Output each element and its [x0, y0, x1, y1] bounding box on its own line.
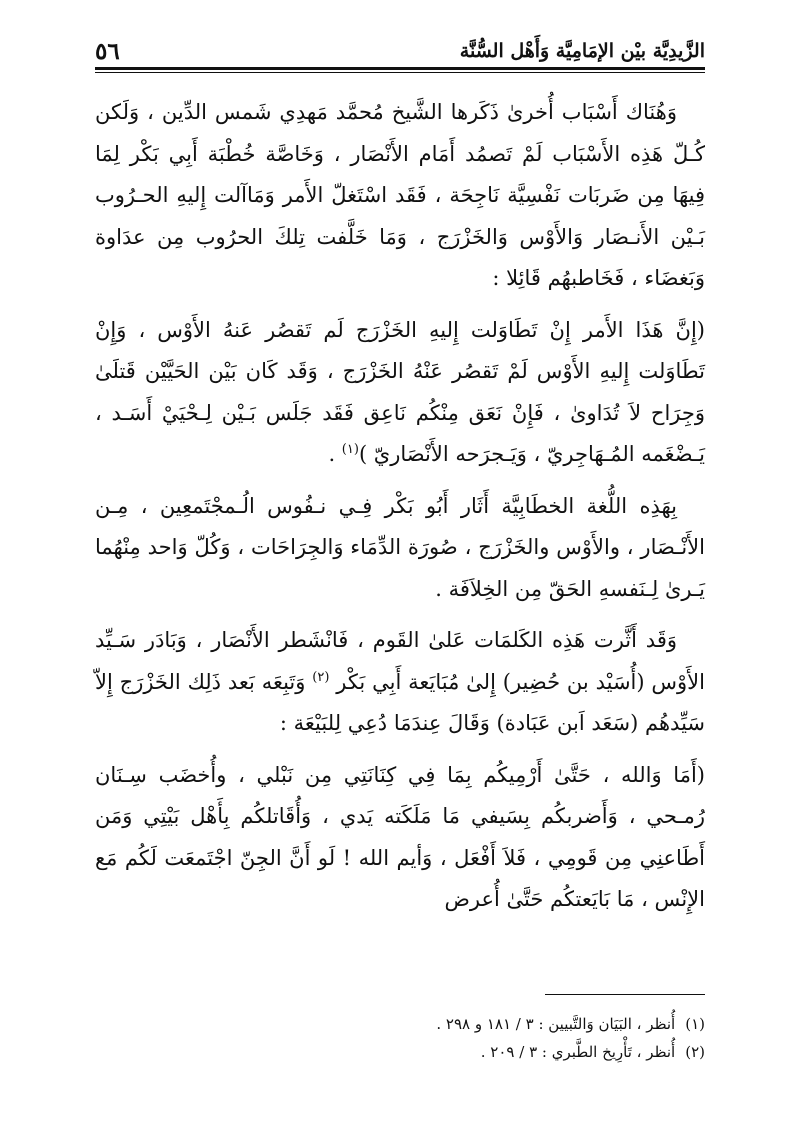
- footnote-2: [95, 1038, 705, 1066]
- footnote-number: (٢): [685, 1043, 705, 1061]
- header-rule-thin: [95, 72, 705, 73]
- footnote-1: [95, 1010, 705, 1038]
- header-rule: [95, 67, 705, 70]
- footnote-ref-2: (٢): [312, 669, 330, 685]
- footnotes: [95, 1010, 705, 1066]
- paragraph-4-part-a: وَقَد أَثَّرت هَذِه الكَلمَات عَلىٰ القَوم ، فَانْشَطر الأَنْصَار ، وَبَادَر سَـيِّد الأَوْس (أُسَيْد بن حُضِير) إِلىٰ مُبَايَعة أَبِي بَكْر: [95, 628, 705, 694]
- footnote-number: (١): [685, 1015, 705, 1033]
- paragraph-3: بِهَذِه اللُّغة الخطَابِيَّة أَثَار أَبُو بَكْر فِـي نـفُوس الُـمجْتَمعِين ، مِـن الأَنْـصَار ، والأَوْس والخَزْرَج ، صُورَة الدِّمَاء وَالجِرَاحَات ، وَكُلّ وَاحد مِنْهُما يَـرىٰ لِـنَفسهِ الحَقّ مِن الخِلاَفَة .: [95, 493, 705, 601]
- paragraph-2-quote: [95, 310, 705, 476]
- page-number: ٥٦: [95, 37, 120, 65]
- footnote-rule: [545, 994, 705, 995]
- footnote-ref-1: (١): [341, 442, 359, 457]
- running-title: الزَّيدِيَّة بيْن الإمَامِيَّة وَأَهْل السُّنَّة: [459, 40, 705, 63]
- body-text: [95, 92, 705, 931]
- footnote-text: أُنظر ، البَيَان وَالتَّبيين : ٣ / ١٨١ و ٢٩٨ .: [436, 1015, 676, 1033]
- paragraph-5-quote: (أَمَا وَالله ، حَتَّىٰ أَرْمِيكُم بِمَا فِي كِنَانَتِي مِن نَبْلي ، وأُخضَب سِـنَان رُمـحي ، وَأَضربكُم بِسَيفي مَا مَلَكَته يَدي ، وَأُقَاتلكُم بِأَهْل بَيْتِي وَمَن أَطَاعنِي مِن قَومِي ، فَلاَ أَفْعَل ، وَأيم الله ! لَو أَنَّ الجِنّ اجْتَمعَت لَكُم مَع الإِنْس ، مَا بَايَعتكُم حَتَّىٰ أُعرض: [95, 762, 705, 911]
- quote-end: .: [328, 442, 342, 466]
- quote-text: (إِنَّ هَذَا الأَمر إِنْ تَطَاوَلت إِليهِ الخَزْرَج لَم تَقصُر عَنهُ الأَوْس ، وَإِنْ تَطَاوَلت إِليهِ الأَوْس لَمْ تَقصُر عَنْهُ الخَزْرَج ، وَقَد كَان بَيْن الحَيَّيْن قَتلَىٰ وَجِرَاح لاَ تُدَاوىٰ ، فَإِنْ نَعَق مِنْكُم نَاعِق فَقَد جَلَس بَـيْن لِـحْيَيْ أَسَـد ، يَـضْغَمه المُـهَاجِريّ ، وَيَـجرَحه الأَنْصَاريّ ): [95, 317, 705, 466]
- footnote-text: أُنظر ، تَأْرِيخ الطَّبري : ٣ / ٢٠٩ .: [480, 1043, 676, 1061]
- paragraph-4-part-b: وَتَبِعَه بَعد ذَلِك الخَزْرَج إِلاّ سَيِّدهُم (سَعَد اَبن عَبَادة) وَقَالَ عِندَمَا دُعِي لِلبَيْعَة :: [95, 669, 705, 735]
- paragraph-1: وَهُنَاك أَسْبَاب أُخرىٰ ذَكَرها الشَّيخ مُحمَّد مَهدِي شَمس الدِّين ، وَلَكن كُـلّ هَذِه الأَسْبَاب لَمْ تَصمُد أَمَام الأَنْصَار ، وَخَاصَّة خُطْبَة أَبِي بَكْر لِمَا فِيهَا مِن ضَربَات نَفْسِيَّة نَاجِحَة ، فَقَد اسْتَغلّ الأَمر وَمَاآلت إِليهِ الحـرُوب بَـيْن الأَنـصَار وَالأَوْس وَالخَزْرَج ، وَمَا خَلَّفت تِلكَ الحرُوب مِن عدَاوة وَبَغضَاء ، فَخَاطبهُم قَائِلا :: [95, 100, 706, 290]
- page-header: [95, 34, 705, 64]
- paragraph-4: [95, 620, 705, 745]
